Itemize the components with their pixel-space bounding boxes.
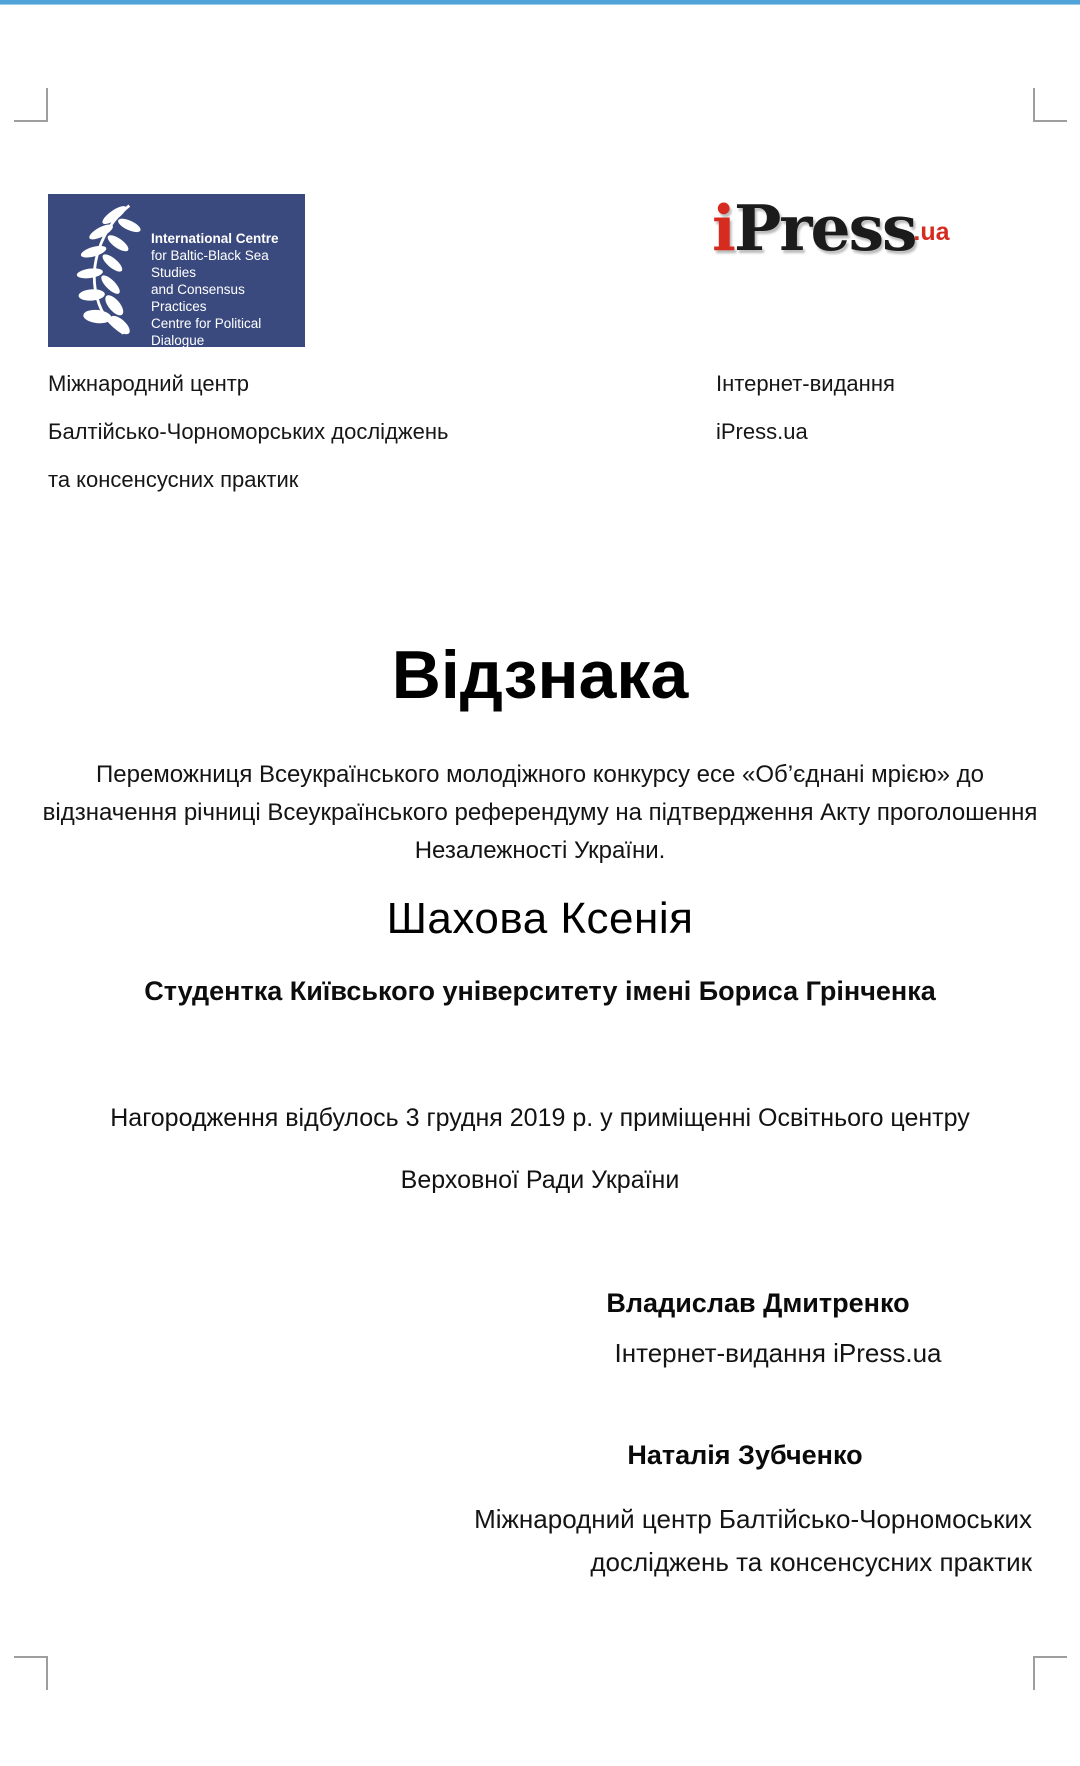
award-description-line: відзначення річниці Всеукраїнського референдуму на підтвердження Акту проголошення	[42, 799, 1038, 826]
icbbs-logo-text	[151, 230, 301, 349]
icbbs-logo-line: International Centre	[151, 231, 279, 246]
signature-org-zubchenko	[474, 1498, 1032, 1584]
event-details-line: Нагородження відбулось 3 грудня 2019 р. у приміщенні Освітнього центру	[110, 1104, 970, 1132]
ipress-logo-press: Press	[733, 191, 916, 265]
award-description	[0, 756, 1080, 870]
recipient-name: Шахова Ксенія	[386, 894, 694, 943]
laurel-branch-icon	[54, 200, 152, 341]
certificate-title: Відзнака	[391, 637, 689, 713]
right-org-line: Інтернет-видання	[716, 371, 895, 396]
icbbs-logo-line: for Baltic-Black Sea Studies	[151, 248, 269, 280]
event-details-line: Верховної Ради України	[400, 1166, 680, 1194]
left-org-line: Балтійсько-Чорноморських досліджень	[48, 419, 449, 444]
award-description-line: Незалежності України.	[414, 837, 666, 864]
margin-crop-mark-top-right	[1033, 88, 1067, 122]
right-org-line: iPress.ua	[716, 419, 808, 444]
margin-crop-mark-top-left	[14, 88, 48, 122]
margin-crop-mark-bottom-left	[14, 1656, 48, 1690]
signature-org-dmytrenko: Інтернет-видання iPress.ua	[614, 1338, 942, 1368]
icbbs-logo	[48, 194, 305, 347]
left-org-line: та консенсусних практик	[48, 467, 299, 492]
ipress-logo-ua: .ua	[913, 218, 950, 246]
icbbs-logo-line: Centre for Political Dialogue	[151, 316, 262, 348]
viewer-top-edge	[0, 0, 1080, 5]
recipient-affiliation: Студентка Київського університету імені Бориса Грінченка	[144, 976, 936, 1006]
signature-org-line: Міжнародний центр Балтійсько-Чорномоських	[474, 1504, 1032, 1534]
signature-name-dmytrenko: Владислав Дмитренко	[606, 1288, 910, 1318]
ipress-logo	[712, 190, 950, 270]
left-org-line: Міжнародний центр	[48, 371, 250, 396]
signature-org-line: досліджень та консенсусних практик	[590, 1547, 1032, 1577]
left-organization-block	[48, 360, 448, 504]
right-organization-block	[716, 360, 895, 456]
signature-name-zubchenko: Наталія Зубченко	[627, 1440, 863, 1470]
ipress-logo-i: i	[712, 191, 734, 265]
margin-crop-mark-bottom-right	[1033, 1656, 1067, 1690]
icbbs-logo-line: and Consensus Practices	[151, 282, 245, 314]
award-description-line: Переможниця Всеукраїнського молодіжного конкурсу есе «Об’єднані мрією» до	[96, 761, 984, 788]
